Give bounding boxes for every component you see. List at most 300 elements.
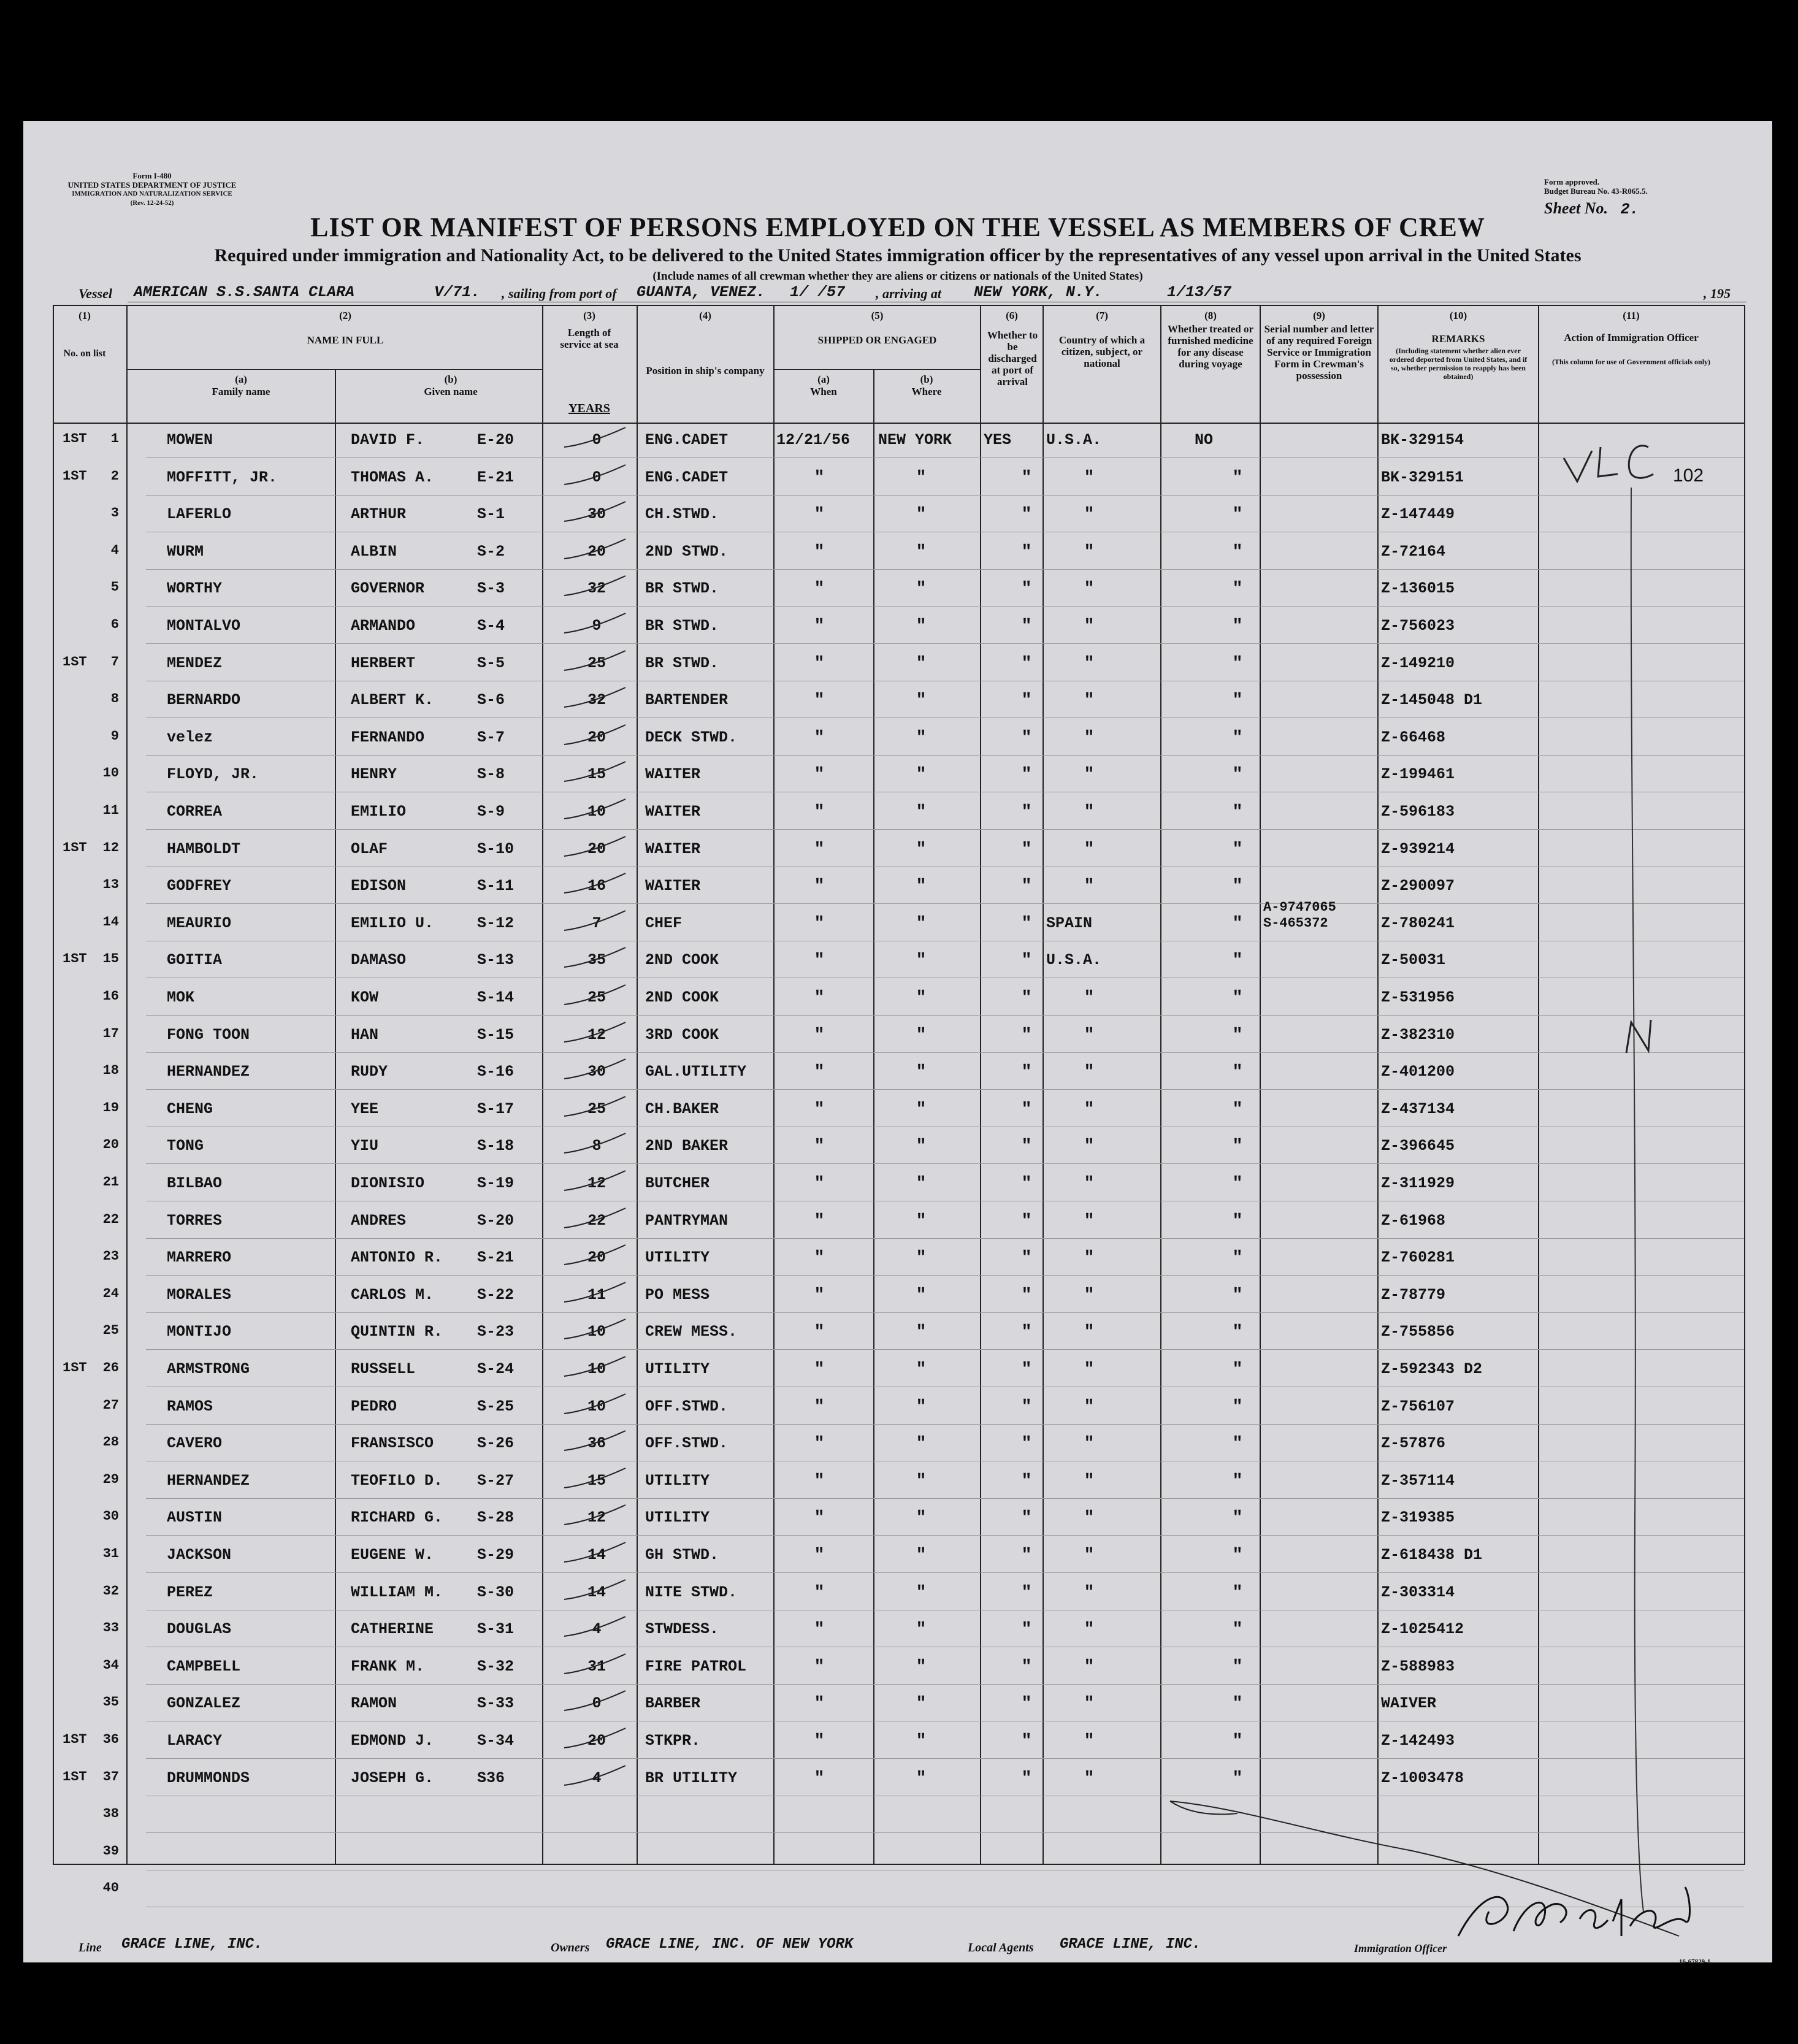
- cell-country: ": [1084, 1434, 1095, 1454]
- cell-position: GAL.UTILITY: [645, 1063, 747, 1081]
- cell-when: ": [814, 1694, 825, 1714]
- cell-remarks: Z-199461: [1381, 765, 1455, 784]
- tally-stroke: [560, 1727, 628, 1751]
- crew-row: [23, 1240, 1772, 1277]
- cell-discharged: ": [1021, 1063, 1032, 1082]
- list-number: 14: [102, 914, 119, 930]
- cell-given: DAMASO: [351, 951, 407, 970]
- cell-position: UTILITY: [645, 1471, 710, 1490]
- cell-medicine: ": [1232, 1583, 1243, 1602]
- list-number: 27: [102, 1397, 119, 1413]
- cell-where: ": [916, 1657, 927, 1677]
- cell-remarks: Z-72164: [1381, 542, 1446, 561]
- cell-remarks: Z-618438 D1: [1381, 1546, 1483, 1564]
- col2a-number: (a): [235, 373, 247, 385]
- tally-stroke: [560, 872, 628, 897]
- voyage-line: [78, 282, 1753, 304]
- cell-family: WURM: [167, 542, 204, 561]
- col2a-header: Family name: [212, 386, 270, 397]
- cell-discharged: ": [1021, 1137, 1032, 1157]
- cell-country: ": [1084, 1323, 1095, 1342]
- crew-row: [23, 899, 1772, 943]
- cell-remarks: Z-437134: [1381, 1100, 1455, 1118]
- tally-stroke: [560, 1541, 628, 1566]
- cell-position: ENG.CADET: [645, 431, 729, 449]
- cell-medicine: ": [1232, 505, 1243, 525]
- cell-family: BILBAO: [167, 1174, 223, 1192]
- cell-discharged: ": [1021, 505, 1032, 525]
- list-prefix: 1ST: [63, 431, 87, 446]
- cell-when: ": [814, 989, 825, 1008]
- cell-family: TONG: [167, 1137, 204, 1155]
- cell-position: CH.BAKER: [645, 1100, 719, 1118]
- cell-discharged: ": [1021, 1249, 1032, 1268]
- cell-position: 2ND BAKER: [645, 1137, 729, 1155]
- cell-when: ": [814, 468, 825, 488]
- crew-row: [23, 1054, 1772, 1091]
- line-value: GRACE LINE, INC.: [121, 1936, 263, 1953]
- cell-when: ": [814, 1285, 825, 1305]
- cell-position: BR STWD.: [645, 654, 719, 672]
- sheet-number-value: 2.: [1620, 201, 1639, 218]
- officer-marks: [1539, 415, 1723, 1936]
- cell-country: ": [1084, 1285, 1095, 1305]
- list-number: 1: [110, 431, 119, 446]
- cell-remarks: Z-382310: [1381, 1025, 1455, 1044]
- revision-date: (Rev. 12-24-52): [130, 199, 174, 207]
- cell-when: ": [814, 914, 825, 933]
- cell-remarks: Z-149210: [1381, 654, 1455, 672]
- cell-family: FLOYD, JR.: [167, 765, 259, 784]
- cell-code: S-29: [477, 1546, 515, 1564]
- cell-when: ": [814, 505, 825, 525]
- row-rule: [146, 1349, 1744, 1350]
- crew-row: [23, 1686, 1772, 1723]
- cell-family: MONTALVO: [167, 617, 241, 635]
- cell-discharged: ": [1021, 1285, 1032, 1305]
- cell-remarks: Z-303314: [1381, 1583, 1455, 1601]
- cell-position: BR STWD.: [645, 580, 719, 598]
- cell-country: ": [1084, 1657, 1095, 1677]
- cell-code: S-3: [477, 580, 505, 598]
- tally-stroke: [560, 686, 628, 711]
- cell-when: ": [814, 877, 825, 897]
- cell-medicine: ": [1232, 877, 1243, 897]
- col5-header: SHIPPED OR ENGAGED: [817, 334, 937, 346]
- cell-medicine: ": [1232, 914, 1243, 933]
- crew-row: [23, 868, 1772, 905]
- cell-when: ": [814, 1100, 825, 1119]
- list-prefix: 1ST: [63, 1769, 87, 1785]
- cell-when: ": [814, 691, 825, 711]
- list-number: 40: [102, 1880, 119, 1896]
- cell-given: ARTHUR: [351, 505, 407, 524]
- cell-position: GH STWD.: [645, 1546, 719, 1564]
- cell-years: 12: [587, 1509, 606, 1527]
- cell-years: 10: [587, 803, 606, 821]
- cell-country: U.S.A.: [1046, 431, 1102, 449]
- cell-remarks: Z-311929: [1381, 1174, 1455, 1192]
- cell-code: S-7: [477, 728, 505, 746]
- list-number: 11: [102, 803, 119, 818]
- list-number: 12: [102, 840, 119, 855]
- cell-family: velez: [167, 728, 213, 746]
- cell-remarks: Z-142493: [1381, 1732, 1455, 1750]
- col10-header: REMARKS: [1431, 333, 1485, 345]
- cell-when: ": [814, 951, 825, 971]
- cell-where: ": [916, 1285, 927, 1305]
- tally-stroke: [560, 1318, 628, 1342]
- cell-medicine: ": [1232, 989, 1243, 1008]
- cell-medicine: ": [1232, 542, 1243, 562]
- cell-medicine: ": [1232, 1471, 1243, 1491]
- cell-where: ": [916, 1546, 927, 1565]
- cell-country: ": [1084, 1509, 1095, 1528]
- cell-where: ": [916, 989, 927, 1008]
- departure-port: GUANTA, VENEZ.: [637, 283, 766, 301]
- form-number: Form I-480: [132, 171, 172, 180]
- row-rule: [146, 829, 1744, 830]
- cell-discharged: ": [1021, 691, 1032, 711]
- sheet-number-label: Sheet No.: [1544, 199, 1608, 217]
- list-number: 22: [102, 1211, 119, 1227]
- cell-when: ": [814, 765, 825, 785]
- tally-stroke: [560, 1467, 628, 1491]
- cell-when: ": [814, 1249, 825, 1268]
- list-number: 2: [110, 468, 119, 484]
- cell-code: S-33: [477, 1694, 515, 1713]
- departure-date: 1/ /57: [790, 283, 846, 301]
- crew-row: [23, 571, 1772, 608]
- tally-stroke: [560, 798, 628, 822]
- row-rule: [146, 1758, 1744, 1759]
- cell-code: S-22: [477, 1285, 515, 1304]
- cell-where: ": [916, 1694, 927, 1714]
- cell-discharged: ": [1021, 542, 1032, 562]
- cell-years: 15: [587, 765, 606, 784]
- cell-medicine: ": [1232, 765, 1243, 785]
- cell-where: ": [916, 580, 927, 599]
- cell-family: FONG TOON: [167, 1025, 250, 1044]
- cell-medicine: ": [1232, 691, 1243, 711]
- cell-family: DRUMMONDS: [167, 1769, 250, 1787]
- cell-given: TEOFILO D.: [351, 1471, 443, 1490]
- list-number: 15: [102, 951, 119, 967]
- cell-country: ": [1084, 1211, 1095, 1231]
- list-number: 5: [110, 580, 119, 595]
- cell-when: ": [814, 654, 825, 673]
- tally-stroke: [560, 946, 628, 971]
- list-number: 19: [102, 1100, 119, 1116]
- col11-header: Action of Immigration Officer: [1564, 332, 1699, 343]
- cell-when: ": [814, 1509, 825, 1528]
- cell-where: ": [916, 1583, 927, 1602]
- cell-years: 25: [587, 1100, 606, 1118]
- cell-given: EDISON: [351, 877, 407, 895]
- cell-where: ": [916, 1434, 927, 1454]
- col1-header: No. on list: [63, 348, 106, 359]
- crew-row: [23, 720, 1772, 757]
- cell-family: MENDEZ: [167, 654, 223, 672]
- cell-family: BERNARDO: [167, 691, 241, 710]
- col2-number: (2): [339, 310, 351, 321]
- cell-discharged: ": [1021, 1397, 1032, 1417]
- tally-stroke: [560, 1430, 628, 1454]
- cell-where: ": [916, 1509, 927, 1528]
- cell-given: QUINTIN R.: [351, 1323, 443, 1341]
- cell-medicine: ": [1232, 1620, 1243, 1640]
- cell-discharged: ": [1021, 1583, 1032, 1602]
- cell-position: OFF.STWD.: [645, 1434, 729, 1453]
- cell-position: BUTCHER: [645, 1174, 710, 1192]
- row-rule: [146, 1424, 1744, 1425]
- cell-discharged: ": [1021, 840, 1032, 859]
- cell-code: S-5: [477, 654, 505, 672]
- cell-given: ANTONIO R.: [351, 1249, 443, 1267]
- list-number: 23: [102, 1249, 119, 1265]
- cell-position: PO MESS: [645, 1285, 710, 1304]
- cell-family: JACKSON: [167, 1546, 232, 1564]
- cell-medicine: ": [1232, 617, 1243, 636]
- cell-given: HENRY: [351, 765, 397, 784]
- cell-when: ": [814, 580, 825, 599]
- col11-number: (11): [1623, 310, 1640, 321]
- agents-value: GRACE LINE, INC.: [1060, 1936, 1201, 1953]
- tally-stroke: [560, 1095, 628, 1120]
- tally-stroke: [560, 1281, 628, 1306]
- cell-medicine: ": [1232, 803, 1243, 822]
- list-number: 13: [102, 877, 119, 893]
- crew-row: [23, 943, 1772, 979]
- cell-given: YEE: [351, 1100, 379, 1118]
- list-number: 39: [102, 1843, 119, 1859]
- crew-row: [23, 794, 1772, 831]
- cell-position: STKPR.: [645, 1732, 701, 1750]
- cell-remarks: Z-357114: [1381, 1471, 1455, 1490]
- year-suffix: , 195: [1704, 286, 1731, 301]
- cell-remarks: Z-596183: [1381, 803, 1455, 821]
- cell-medicine: ": [1232, 1285, 1243, 1305]
- cell-country: U.S.A.: [1046, 951, 1102, 970]
- cell-remarks: Z-319385: [1381, 1509, 1455, 1527]
- list-number: 21: [102, 1174, 119, 1190]
- col5a-header: When: [810, 386, 837, 397]
- list-number: 17: [102, 1025, 119, 1041]
- cell-position: WAITER: [645, 877, 701, 895]
- cell-code: S-30: [477, 1583, 515, 1601]
- cell-family: CAMPBELL: [167, 1657, 241, 1675]
- cell-position: PANTRYMAN: [645, 1211, 729, 1230]
- crew-row: [23, 832, 1772, 868]
- vessel-label: Vessel: [78, 286, 112, 301]
- cell-when: ": [814, 1211, 825, 1231]
- cell-when: ": [814, 1732, 825, 1751]
- crew-row: [23, 1352, 1772, 1388]
- cell-remarks: Z-756107: [1381, 1397, 1455, 1415]
- cell-where: ": [916, 1769, 927, 1788]
- agents-label: Local Agents: [968, 1941, 1034, 1954]
- page-subtitle: Required under immigration and Nationality Act, to be delivered to the United States immigration officer by the representatives of any vessel upon arrival in the United States: [214, 245, 1582, 266]
- crew-row: [23, 1649, 1772, 1686]
- cell-code: S-10: [477, 840, 515, 858]
- cell-code: E-20: [477, 431, 515, 449]
- cell-country: SPAIN: [1046, 914, 1093, 932]
- name-subheader-line: [126, 369, 542, 370]
- cell-position: 3RD COOK: [645, 1025, 719, 1044]
- approval-line-1: Form approved.: [1544, 177, 1600, 186]
- list-number: 8: [110, 691, 119, 707]
- cell-given: RAMON: [351, 1694, 397, 1713]
- row-rule: [146, 1498, 1744, 1499]
- cell-position: CH.STWD.: [645, 505, 719, 524]
- cell-family: ARMSTRONG: [167, 1360, 250, 1378]
- cell-given: ALBERT K.: [351, 691, 434, 710]
- arrival-date: 1/13/57: [1167, 283, 1232, 301]
- line-label: Line: [78, 1941, 102, 1954]
- cell-family: AUSTIN: [167, 1509, 223, 1527]
- cell-medicine: ": [1232, 1732, 1243, 1751]
- crew-row: [23, 534, 1772, 571]
- row-rule: [146, 1275, 1744, 1276]
- cell-family: WORTHY: [167, 580, 223, 598]
- cell-when: ": [814, 803, 825, 822]
- approval-block: [1544, 177, 1746, 196]
- owners-value: GRACE LINE, INC. OF NEW YORK: [606, 1936, 854, 1953]
- crew-row: [23, 646, 1772, 683]
- cell-when: ": [814, 1397, 825, 1417]
- cell-medicine: ": [1232, 1360, 1243, 1379]
- print-code: 16-67829-1: [1679, 1958, 1711, 1966]
- cell-remarks: Z-290097: [1381, 877, 1455, 895]
- tally-stroke: [560, 724, 628, 748]
- list-number: 26: [102, 1360, 119, 1376]
- col7-number: (7): [1096, 310, 1108, 321]
- cell-when: ": [814, 1360, 825, 1379]
- cell-country: ": [1084, 505, 1095, 525]
- crew-row: [23, 757, 1772, 794]
- voyage-number: V/71.: [434, 283, 481, 301]
- cell-remarks: Z-50031: [1381, 951, 1446, 970]
- cell-when: ": [814, 1323, 825, 1342]
- tally-stroke: [560, 1690, 628, 1714]
- cell-family: MARRERO: [167, 1249, 232, 1267]
- cell-family: GODFREY: [167, 877, 232, 895]
- cell-medicine: ": [1232, 1323, 1243, 1342]
- row-rule: [146, 1312, 1744, 1313]
- cell-when: ": [814, 1620, 825, 1640]
- cell-where: ": [916, 951, 927, 971]
- officer-marks-drawing: [1539, 415, 1723, 1936]
- list-prefix: 1ST: [63, 468, 87, 484]
- cell-medicine: ": [1232, 1434, 1243, 1454]
- crew-row: [23, 608, 1772, 645]
- cell-discharged: ": [1021, 468, 1032, 488]
- cell-given: EUGENE W.: [351, 1546, 434, 1564]
- cell-code: E-21: [477, 468, 515, 486]
- cell-family: TORRES: [167, 1211, 223, 1230]
- cell-where: ": [916, 1620, 927, 1640]
- cell-country: ": [1084, 728, 1095, 748]
- cell-where: ": [916, 1360, 927, 1379]
- cell-medicine: ": [1232, 1397, 1243, 1417]
- list-number: 32: [102, 1583, 119, 1599]
- cell-family: PEREZ: [167, 1583, 213, 1601]
- cell-where: ": [916, 1063, 927, 1082]
- cell-when: ": [814, 1174, 825, 1193]
- cell-remarks: Z-66468: [1381, 728, 1446, 746]
- col6-number: (6): [1006, 310, 1018, 321]
- cell-remarks: Z-588983: [1381, 1657, 1455, 1675]
- cell-country: ": [1084, 580, 1095, 599]
- cell-position: OFF.STWD.: [645, 1397, 729, 1415]
- tally-stroke: [560, 426, 628, 451]
- row-rule: [146, 606, 1744, 607]
- cell-given: EMILIO: [351, 803, 407, 821]
- cell-code: S-6: [477, 691, 505, 710]
- cell-country: ": [1084, 1694, 1095, 1714]
- cell-remarks: Z-760281: [1381, 1249, 1455, 1267]
- cell-where: ": [916, 1100, 927, 1119]
- cell-code: S-14: [477, 989, 515, 1006]
- cell-medicine: ": [1232, 1025, 1243, 1045]
- tally-stroke: [560, 1579, 628, 1603]
- cell-family: HERNANDEZ: [167, 1471, 250, 1490]
- cell-country: ": [1084, 542, 1095, 562]
- cell-discharged: ": [1021, 1100, 1032, 1119]
- cell-discharged: ": [1021, 1546, 1032, 1565]
- crew-row: [23, 1463, 1772, 1500]
- crew-row: [23, 1723, 1772, 1760]
- row-rule: [146, 1535, 1744, 1536]
- col5-number: (5): [871, 310, 884, 321]
- manifest-sheet: [23, 121, 1772, 1966]
- cell-family: HERNANDEZ: [167, 1063, 250, 1081]
- cell-when: ": [814, 1583, 825, 1602]
- col10-number: (10): [1449, 310, 1467, 321]
- cell-country: ": [1084, 877, 1095, 897]
- cell-position: BR UTILITY: [645, 1769, 738, 1787]
- cell-code: S36: [477, 1769, 505, 1787]
- tally-stroke: [560, 1355, 628, 1380]
- cell-country: ": [1084, 1471, 1095, 1491]
- tally-stroke: [560, 500, 628, 525]
- cell-given: YIU: [351, 1137, 379, 1155]
- col8-number: (8): [1204, 310, 1217, 321]
- cell-given: RUDY: [351, 1063, 388, 1081]
- cell-when: ": [814, 728, 825, 748]
- cell-when: ": [814, 840, 825, 859]
- cell-medicine: ": [1232, 1546, 1243, 1565]
- cell-country: ": [1084, 1174, 1095, 1193]
- cell-years: 20: [587, 728, 606, 746]
- cell-discharged: YES: [984, 431, 1012, 449]
- crew-row: [23, 1092, 1772, 1128]
- cell-discharged: ": [1021, 654, 1032, 673]
- cell-given: DIONISIO: [351, 1174, 425, 1192]
- cell-discharged: ": [1021, 1360, 1032, 1379]
- tally-stroke: [560, 1021, 628, 1046]
- crew-row: [23, 683, 1772, 719]
- col5b-number: (b): [920, 373, 933, 385]
- cell-position: CHEF: [645, 914, 683, 932]
- cell-remarks: Z-145048 D1: [1381, 691, 1483, 710]
- cell-code: S-20: [477, 1211, 515, 1230]
- cell-position: WAITER: [645, 803, 701, 821]
- list-number: 33: [102, 1620, 119, 1636]
- cell-position: BR STWD.: [645, 617, 719, 635]
- list-number: 3: [110, 505, 119, 521]
- row-rule: [146, 643, 1744, 644]
